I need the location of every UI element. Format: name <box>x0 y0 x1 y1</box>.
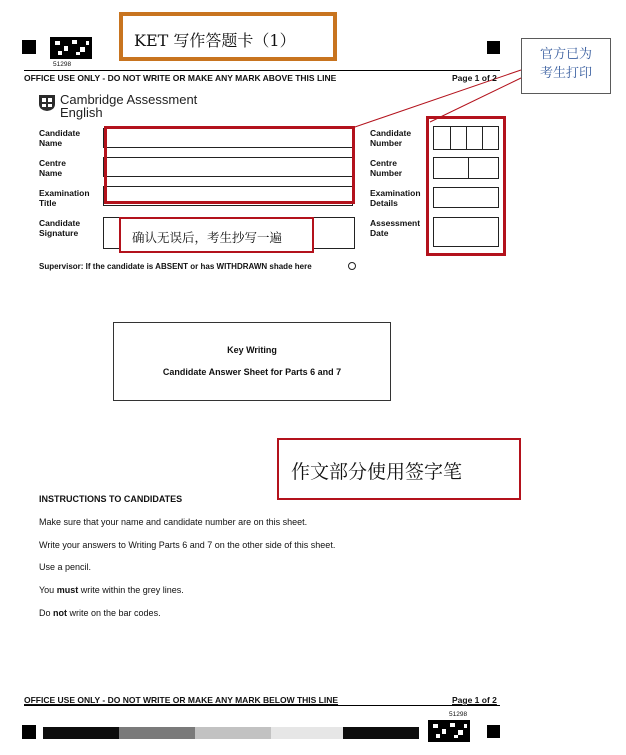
signature-note-text: 确认无误后，考生抄写一遍 <box>132 230 283 245</box>
signature-note <box>119 217 314 253</box>
key-writing-title: Key Writing <box>227 345 277 355</box>
registration-mark-bottom-right <box>487 725 500 738</box>
instruction-line-4-bold: must <box>56 585 79 595</box>
label-candidate-signature: Candidate Signature <box>39 218 81 238</box>
instruction-line-2: Write your answers to Writing Parts 6 and 7 on the other side of this sheet. <box>39 540 336 550</box>
label-exam-details: Examination Details <box>370 188 421 208</box>
office-use-bottom: OFFICE USE ONLY - DO NOT WRITE OR MAKE ANY MARK BELOW THIS LINE <box>24 695 339 705</box>
key-writing-subtitle: Candidate Answer Sheet for Parts 6 and 7 <box>162 367 342 377</box>
barcode-number-top: 51298 <box>53 61 72 68</box>
greyscale-end <box>343 727 419 739</box>
label-candidate-number: Candidate Number <box>370 128 412 148</box>
instruction-line-5-pre: Do <box>39 608 54 618</box>
greyscale-dark <box>119 727 195 739</box>
name-fields-highlight <box>104 126 355 204</box>
official-note-text: 官方已为 考生打印 <box>539 47 592 81</box>
absent-shade-circle[interactable] <box>348 262 356 270</box>
barcode-bottom <box>428 720 470 742</box>
greyscale-black <box>43 727 119 739</box>
label-exam-title: Examination Title <box>39 188 90 208</box>
cambridge-shield-icon <box>38 94 56 112</box>
label-centre-name: Centre Name <box>39 158 66 178</box>
instruction-line-5-bold: not <box>53 608 68 618</box>
pen-note <box>277 438 521 500</box>
registration-mark-bottom-left <box>22 725 36 739</box>
key-writing-box <box>113 322 391 401</box>
instruction-line-1: Make sure that your name and candidate number are on this sheet. <box>39 517 308 527</box>
barcode-number-bottom: 51298 <box>449 711 468 718</box>
page-indicator-top: Page 1 of 2 <box>452 73 497 83</box>
right-fields-highlight <box>426 116 506 256</box>
pen-note-text: 作文部分使用签字笔 <box>291 461 463 483</box>
page-indicator-bottom: Page 1 of 2 <box>452 695 497 705</box>
instruction-line-4-post: write within the grey lines. <box>78 585 184 595</box>
office-use-top: OFFICE USE ONLY - DO NOT WRITE OR MAKE ANY MARK ABOVE THIS LINE <box>24 73 337 83</box>
label-centre-number: Centre Number <box>370 158 403 178</box>
instruction-line-5 <box>39 608 161 618</box>
brand-line1: Cambridge Assessment <box>60 92 198 107</box>
instruction-line-4-pre: You <box>39 585 57 595</box>
greyscale-light <box>271 727 343 739</box>
instruction-line-5-post: write on the bar codes. <box>67 608 161 618</box>
instruction-line-4 <box>39 585 184 595</box>
office-line-bottom <box>24 705 500 706</box>
office-line-top <box>24 70 500 71</box>
label-assessment-date: Assessment Date <box>370 218 421 238</box>
brand-line2: English <box>60 105 103 120</box>
instructions-heading: INSTRUCTIONS TO CANDIDATES <box>39 494 183 504</box>
instruction-line-3: Use a pencil. <box>39 562 92 572</box>
title-text: KET 写作答题卡（1） <box>134 31 296 50</box>
greyscale-mid <box>195 727 271 739</box>
supervisor-text: Supervisor: If the candidate is ABSENT or has WITHDRAWN shade here <box>39 262 312 271</box>
label-candidate-name: Candidate Name <box>39 128 81 148</box>
